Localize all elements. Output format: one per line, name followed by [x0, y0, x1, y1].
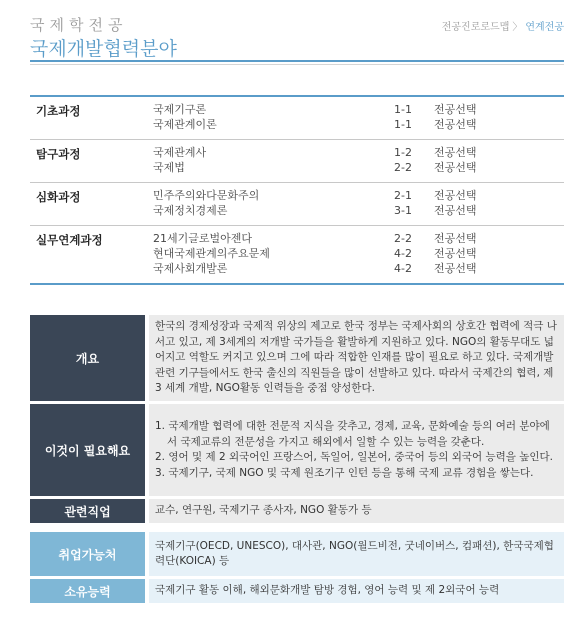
- course-list: [153, 188, 564, 218]
- breadcrumb-item-current[interactable]: 연계전공: [525, 22, 564, 33]
- needs-item: 2. 영어 및 제 2 외국어인 프랑스어, 독일어, 일본어, 중국어 등의 외국어 능력을 높인다.: [155, 451, 554, 463]
- breadcrumb-separator: 〉: [512, 22, 523, 33]
- course-name: 국제정치경제론: [153, 204, 228, 217]
- info-section: [30, 315, 564, 606]
- breadcrumb-item-roadmap[interactable]: 전공진로로드맵: [441, 22, 510, 33]
- course-name: 국제관계이론: [153, 118, 217, 131]
- course-type: 전공선택: [434, 103, 477, 116]
- curriculum-row: [30, 183, 564, 226]
- overview-text: 한국의 경제성장과 국제적 위상의 제고로 한국 정부는 국제사회의 상호간 협력에 적극 나서고 있고, 제 3세계의 저개발 국가들을 활발하게 지원하고 있다. NGO의 활동무대도 넓어지고 역할도 커지고 있으며 그에 따라 적합한 인재를 많이 필요로 하고 있다. 국제개발관련 기구들에서도 한국 출신의 직원들을 많이 선발하고 있다. 따라서 국제간의 협력, 제 3 세계 개발, NGO활동 인력들을 중점 양성한다.: [149, 315, 564, 401]
- category-label: 기초과정: [36, 104, 81, 118]
- course-type: 전공선택: [434, 146, 477, 159]
- course-item: [153, 160, 564, 175]
- course-item: [153, 145, 564, 160]
- needs-item: 1. 국제개발 협력에 대한 전문적 지식을 갖추고, 경제, 교육, 문화예술 등의 여러 분야에서 국제교류의 전문성을 가지고 해외에서 일할 수 있는 능력을 갖춘다.: [155, 420, 550, 448]
- curriculum-row: [30, 140, 564, 183]
- category-label: 탐구과정: [36, 147, 81, 161]
- course-type: 전공선택: [434, 189, 477, 202]
- course-name: 민주주의와다문화주의: [153, 189, 260, 202]
- course-item: [153, 261, 564, 276]
- course-item: [153, 102, 564, 117]
- course-year: 2-1: [394, 189, 412, 202]
- course-year: 2-2: [394, 161, 412, 174]
- curriculum-row: [30, 97, 564, 140]
- curriculum-row: [30, 226, 564, 285]
- course-type: 전공선택: [434, 247, 477, 260]
- category-label: 심화과정: [36, 190, 81, 204]
- course-name: 현대국제관계의주요문제: [153, 247, 270, 260]
- course-list: [153, 231, 564, 276]
- jobs-text: 교수, 연구원, 국제기구 종사자, NGO 활동가 등: [149, 499, 564, 523]
- employers-label: 취업가능처: [30, 532, 145, 576]
- course-name: 국제법: [153, 161, 185, 174]
- course-type: 전공선택: [434, 232, 477, 245]
- needs-list: [155, 419, 558, 481]
- page-header: [30, 14, 564, 64]
- course-type: 전공선택: [434, 161, 477, 174]
- course-type: 전공선택: [434, 204, 477, 217]
- course-year: 1-1: [394, 118, 412, 131]
- course-item: [153, 117, 564, 132]
- jobs-label: 관련직업: [30, 499, 145, 523]
- header-divider: [30, 60, 564, 62]
- course-year: 4-2: [394, 247, 412, 260]
- course-name: 21세기글로벌아젠다: [153, 232, 253, 245]
- info-row-overview: [30, 315, 564, 401]
- course-year: 3-1: [394, 204, 412, 217]
- info-row-needs: [30, 404, 564, 496]
- course-type: 전공선택: [434, 262, 477, 275]
- info-row-skills: [30, 579, 564, 603]
- course-year: 1-2: [394, 146, 412, 159]
- skills-label: 소유능력: [30, 579, 145, 603]
- course-item: [153, 231, 564, 246]
- skills-text: 국제기구 활동 이해, 해외문화개발 탐방 경험, 영어 능력 및 제 2외국어 능력: [149, 579, 564, 603]
- course-name: 국제사회개발론: [153, 262, 228, 275]
- course-list: [153, 145, 564, 175]
- course-item: [153, 246, 564, 261]
- category-label: 실무연계과정: [36, 233, 103, 247]
- course-item: [153, 203, 564, 218]
- course-year: 4-2: [394, 262, 412, 275]
- header-divider-thin: [30, 64, 564, 65]
- course-name: 국제기구론: [153, 103, 207, 116]
- info-row-employers: [30, 532, 564, 576]
- page-subtitle: 국제학전공: [30, 16, 128, 34]
- curriculum-table: [30, 95, 564, 285]
- info-row-jobs: [30, 499, 564, 523]
- employers-text: 국제기구(OECD, UNESCO), 대사관, NGO(월드비전, 굿네이버스, 컴패션), 한국국제협력단(KOICA) 등: [149, 532, 564, 576]
- course-name: 국제관계사: [153, 146, 207, 159]
- needs-label: 이것이 필요해요: [30, 404, 145, 496]
- course-year: 2-2: [394, 232, 412, 245]
- course-list: [153, 102, 564, 132]
- needs-content: [149, 404, 564, 496]
- overview-label: 개요: [30, 315, 145, 401]
- course-type: 전공선택: [434, 118, 477, 131]
- course-item: [153, 188, 564, 203]
- course-year: 1-1: [394, 103, 412, 116]
- breadcrumb: [442, 18, 564, 33]
- page-title: 국제개발협력분야: [30, 38, 177, 60]
- needs-item: 3. 국제기구, 국제 NGO 및 국제 원조기구 인턴 등을 통해 국제 교류 경험을 쌓는다.: [155, 466, 534, 479]
